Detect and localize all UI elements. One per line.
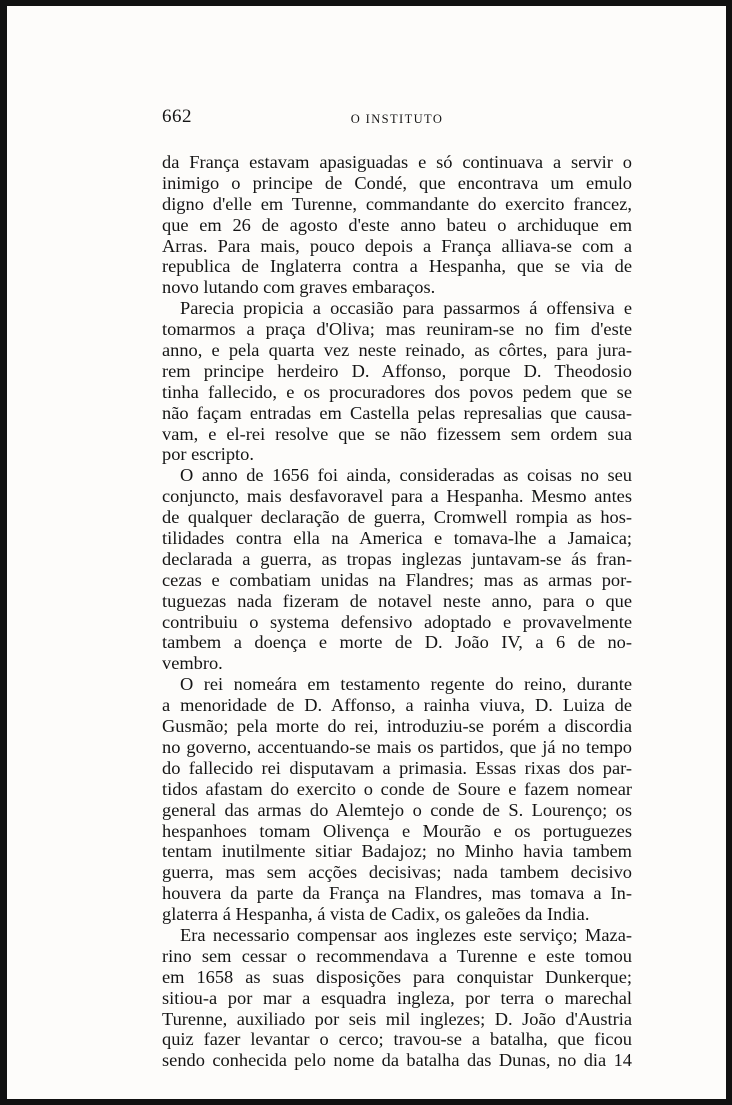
text-line: no governo, accentuando-se mais os partidos, que já no tempo: [162, 736, 632, 757]
paragraph: [162, 925, 632, 1071]
text-line: Turenne, auxiliado por seis mil inglezes; D. João d'Austria: [162, 1008, 632, 1029]
text-line: quiz fazer levantar o cerco; travou-se a batalha, que ficou: [162, 1029, 632, 1050]
text-line: não façam entradas em Castella pelas represalias que causa-: [162, 402, 632, 423]
text-line: houvera da parte da França na Flandres, mas tomava a In-: [162, 883, 632, 904]
text-line: conjuncto, mais desfavoravel para a Hespanha. Mesmo antes: [162, 486, 632, 507]
paragraph: [162, 152, 632, 298]
text-line: glaterra á Hespanha, á vista de Cadix, os galeões da India.: [162, 904, 590, 925]
text-line: digno d'elle em Turenne, commandante do exercito francez,: [162, 193, 632, 214]
text-line: guerra, mas sem acções decisivas; nada tambem decisivo: [162, 862, 632, 883]
paragraph: [162, 465, 632, 674]
paragraph: [162, 298, 632, 465]
text-line: sitiou-a por mar a esquadra ingleza, por terra o marechal: [162, 987, 632, 1008]
text-line: Era necessario compensar aos inglezes este serviço; Maza-: [180, 924, 632, 945]
page-body: [162, 106, 632, 1071]
text-line: novo lutando com graves embaraços.: [162, 277, 436, 298]
text-line: vam, e el-rei resolve que se não fizessem sem ordem sua: [162, 423, 632, 444]
text-line: hespanhoes tomam Olivença e Mourão e os portuguezes: [162, 820, 632, 841]
text-line: tentam inutilmente sitiar Badajoz; no Minho havia tambem: [162, 841, 632, 862]
text-line: Parecia propicia a occasião para passarmos á offensiva e: [180, 298, 632, 319]
text-line: tilidades contra ella na America e tomava-lhe a Jamaica;: [162, 528, 632, 549]
text-line: de qualquer declaração de guerra, Cromwell rompia as hos-: [162, 507, 632, 528]
text-line: contribuiu o systema defensivo adoptado e provavelmente: [162, 611, 632, 632]
running-title: O INSTITUTO: [350, 112, 444, 126]
text-line: vembro.: [162, 653, 223, 674]
text-line: da França estavam apasiguadas e só continuava a servir o: [162, 152, 632, 172]
text-line: Arras. Para mais, pouco depois a França alliava-se com a: [162, 235, 632, 256]
text-line: tomarmos a praça d'Oliva; mas reuniram-se no fim d'este: [162, 319, 632, 340]
text-line: sendo conhecida pelo nome da batalha das Dunas, no dia 14: [162, 1050, 632, 1071]
running-head: [162, 106, 632, 130]
text-line: inimigo o principe de Condé, que encontrava um emulo: [162, 172, 632, 193]
text-line: rino sem cessar o recommendava a Turenne e este tomou: [162, 945, 632, 966]
text-line: tidos afastam do exercito o conde de Soure e fazem nomear: [162, 778, 632, 799]
text-line: do fallecido rei disputavam a primasia. Essas rixas dos par-: [162, 757, 632, 778]
text-line: em 1658 as suas disposições para conquistar Dunkerque;: [162, 966, 632, 987]
text-body: [162, 152, 632, 1071]
text-line: tambem a doença e morte de D. João IV, a 6 de no-: [162, 632, 632, 653]
text-line: a menoridade de D. Affonso, a rainha viuva, D. Luiza de: [162, 695, 632, 716]
text-line: Gusmão; pela morte do rei, introduziu-se porém a discordia: [162, 716, 632, 737]
text-line: republica de Inglaterra contra a Hespanha, que se via de: [162, 256, 632, 277]
text-line: declarada a guerra, as tropas inglezas juntavam-se ás fran-: [162, 548, 632, 569]
text-line: cezas e combatiam unidas na Flandres; mas as armas por-: [162, 569, 632, 590]
text-line: por escripto.: [162, 444, 254, 465]
text-line: anno, e pela quarta vez neste reinado, as côrtes, para jura-: [162, 340, 632, 361]
text-line: tinha fallecido, e os procuradores dos povos pedem que se: [162, 381, 632, 402]
text-line: O anno de 1656 foi ainda, consideradas as coisas no seu: [180, 465, 632, 486]
text-line: tuguezas nada fizeram de notavel neste anno, para o que: [162, 590, 632, 611]
page-number: 662: [162, 106, 192, 127]
text-line: que em 26 de agosto d'este anno bateu o archiduque em: [162, 214, 632, 235]
text-line: rem principe herdeiro D. Affonso, porque D. Theodosio: [162, 360, 632, 381]
paragraph: [162, 674, 632, 925]
text-line: O rei nomeára em testamento regente do reino, durante: [180, 674, 632, 695]
text-line: general das armas do Alemtejo o conde de S. Lourenço; os: [162, 799, 632, 820]
